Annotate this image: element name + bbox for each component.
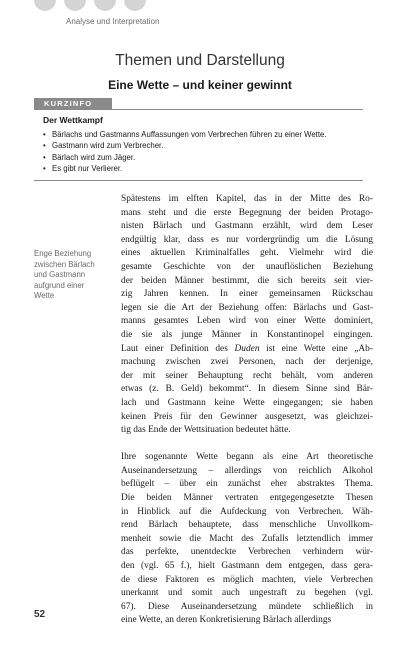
text-line: das perfekte, unentdeckte Verbrechen verhindern wür- — [121, 547, 373, 558]
text-line: zig Jahren kennen. In einer gemeinsamen Rückschau — [121, 289, 373, 300]
text-line: nisten Bärlach und Gastmann erzählt, wird dem Leser — [121, 221, 373, 232]
text-line: etwas (z. B. Geld) bekommt“. In diesem Sinne sind Bär- — [121, 384, 373, 395]
kurzinfo-box — [34, 109, 363, 181]
text-line: beflügelt – über ein zunächst eher abstraktes Thema. — [121, 479, 373, 490]
text-line: keinen Preis für den Gewinner ausgesetzt, was gleichzei- — [121, 411, 373, 422]
kurzinfo-list — [43, 129, 327, 174]
text-line: Spätestens im elften Kapitel, das in der Mitte des Ro- — [121, 194, 373, 204]
text-line: gesamte Geschichte von der unauflöslichen Beziehung — [121, 261, 373, 272]
text-line: endgültig klar, dass es nur vordergründig um die Lösung — [121, 234, 373, 245]
page-number: 52 — [34, 609, 46, 620]
paragraph — [121, 451, 373, 628]
kurzinfo-item: • Gastmann wird zum Verbrecher. — [43, 140, 327, 151]
text-line: der beiden Männer bestimmt, die sich bereits seit vier- — [121, 275, 373, 286]
text-line: legen sie die Art der Beziehung offen: Bärlachs und Gast- — [121, 302, 373, 313]
text-line: tig das Ende der Wettsituation bedeutet hätte. — [121, 425, 291, 436]
kurzinfo-item: • Bärlachs und Gastmanns Auffassungen vom Verbrechen führen zu einer Wette. — [43, 129, 327, 140]
text-line: manns gesamtes Leben wird von einer Wette dominiert, — [121, 316, 373, 327]
kurzinfo-item: • Es gibt nur Verlierer. — [43, 163, 327, 174]
text-line: Laut einer Definition des Duden ist eine Wette eine „Ab- — [121, 343, 373, 354]
chapter-tab — [64, 0, 86, 11]
text-line: machung zwischen zwei Personen, nach der derjenige, — [121, 357, 373, 368]
chapter-tab — [94, 0, 116, 11]
text-line: lach und Gastmann keine Wette eingegangen; sie haben — [121, 397, 373, 408]
text-line: in Hinblick auf die Aufdeckung von Verbrechen. Wäh- — [121, 506, 373, 517]
text-line: der mit seiner Behauptung recht behält, vom anderen — [121, 370, 373, 381]
paragraph — [121, 193, 373, 438]
text-line: menheit sowie die Macht des Zufalls letztendlich immer — [121, 533, 373, 544]
text-line: Ihre sogenannte Wette begann als eine Art theoretische — [121, 452, 373, 463]
text-line: eine Wette, an deren Konkretisierung Bärlach allerdings — [121, 615, 332, 626]
text-line: Auseinandersetzung – allerdings von reichlich Alkohol — [121, 465, 373, 476]
text-line: eines aktuellen Kriminalfalles geht. Vielmehr wird die — [121, 248, 373, 259]
kurzinfo-item: • Bärlach wird zum Jäger. — [43, 152, 327, 163]
margin-note: Enge Beziehung zwischen Bärlach und Gastmann aufgrund einer Wette — [34, 249, 95, 301]
text-line: unerkannt und somit auch ungestraft zu begehen (vgl. — [121, 588, 373, 599]
text-line: den (vgl. 65 f.), hielt Gastmann dem entgegen, dass gera- — [121, 561, 373, 572]
text-line: 67). Diese Auseinandersetzung mündete schließlich in — [121, 601, 373, 612]
kurzinfo-label: KURZINFO — [34, 98, 112, 109]
chapter-tab — [34, 0, 56, 11]
chapter-tab — [124, 0, 146, 11]
chapter-title: Themen und Darstellung — [115, 52, 285, 69]
text-line: Die beiden Männer vertraten entgegengesetzte Thesen — [121, 493, 373, 504]
section-title: Eine Wette – und keiner gewinnt — [108, 78, 292, 92]
text-line: de diese Faktoren es möglich machten, viele Verbrechen — [121, 574, 373, 585]
text-line: rend Bärlach behauptete, dass menschliche Unvollkom- — [121, 520, 373, 531]
kurzinfo-heading: Der Wettkampf — [43, 115, 103, 125]
running-head: Analyse und Interpretation — [66, 17, 160, 26]
body-text — [121, 193, 373, 628]
paragraph-gap — [121, 438, 373, 452]
text-line: die sie als junge Männer in Konstantinopel eingingen. — [121, 329, 373, 340]
text-line: mans steht und die erste Begegnung der beiden Protago- — [121, 207, 373, 218]
chapter-tabs — [34, 0, 146, 11]
